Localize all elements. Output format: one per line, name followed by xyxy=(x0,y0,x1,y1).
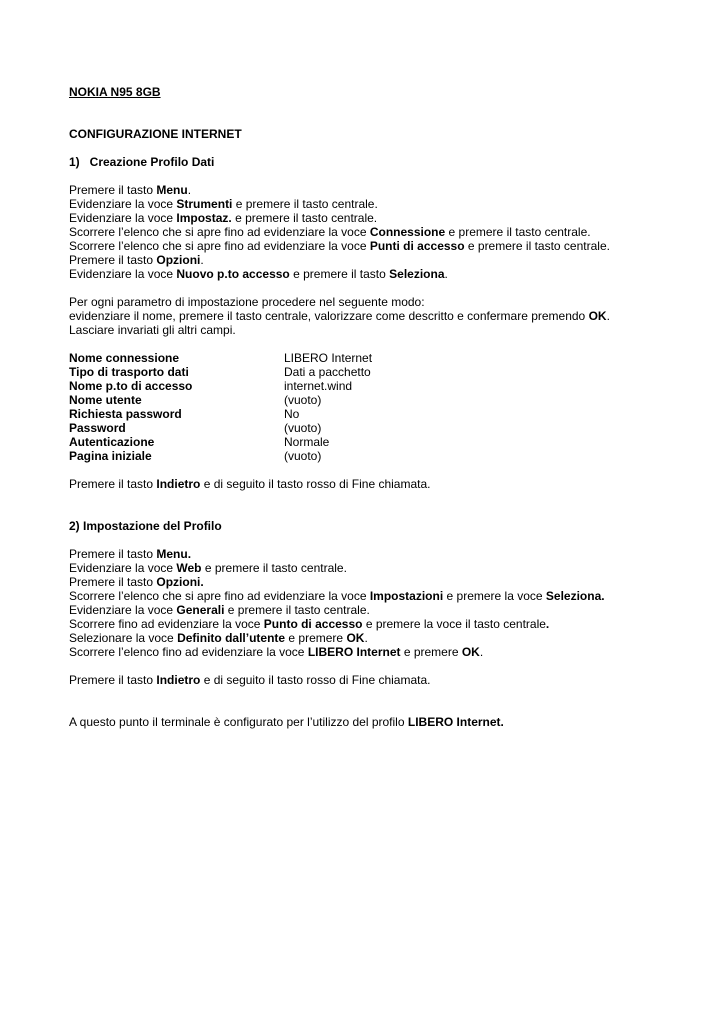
parameter-name: Autenticazione xyxy=(69,435,155,449)
text-line xyxy=(69,589,605,603)
parameter-name: Tipo di trasporto dati xyxy=(69,365,189,379)
bold-term: OK xyxy=(461,645,480,659)
parameter-value: (vuoto) xyxy=(284,449,322,463)
text-line xyxy=(69,197,378,211)
text-line xyxy=(69,603,370,617)
bold-term: Generali xyxy=(176,603,225,617)
parameter-value: LIBERO Internet xyxy=(284,351,373,365)
bold-term: Menu. xyxy=(156,547,192,561)
text-run: e premere il tasto centrale. xyxy=(231,211,378,225)
text-run: evidenziare il nome, premere il tasto centrale, valorizzare come descritto e confermare premendo xyxy=(69,309,589,323)
text-run: Premere il tasto xyxy=(69,183,157,197)
text-run: Evidenziare la voce xyxy=(69,267,177,281)
text-line xyxy=(69,673,431,687)
text-line xyxy=(69,631,368,645)
bold-term: Definito dall’utente xyxy=(177,631,286,645)
text-line xyxy=(69,183,191,197)
text-line xyxy=(69,309,610,323)
bold-term: OK xyxy=(346,631,365,645)
text-line xyxy=(69,323,236,337)
bold-term: Opzioni xyxy=(156,253,201,267)
parameter-name: Nome connessione xyxy=(69,351,180,365)
document-title: NOKIA N95 8GB xyxy=(69,85,161,99)
text-run: Scorrere l’elenco che si apre fino ad evidenziare la voce xyxy=(69,225,370,239)
text-run: e di seguito il tasto rosso di Fine chiamata. xyxy=(200,477,431,491)
text-line xyxy=(69,547,191,561)
text-run: Lasciare invariati gli altri campi. xyxy=(69,323,236,337)
text-run: Premere il tasto xyxy=(69,253,157,267)
parameter-value: Dati a pacchetto xyxy=(284,365,371,379)
text-line xyxy=(69,253,204,267)
parameter-value: No xyxy=(284,407,300,421)
text-line xyxy=(69,295,425,309)
bold-term: Opzioni. xyxy=(156,575,204,589)
bold-term: Connessione xyxy=(369,225,446,239)
text-run: e premere il tasto centrale. xyxy=(201,561,347,575)
bold-term: Punti di accesso xyxy=(369,239,465,253)
text-run: Scorrere l’elenco fino ad evidenziare la voce xyxy=(69,645,308,659)
parameter-name: Nome utente xyxy=(69,393,142,407)
text-run: Evidenziare la voce xyxy=(69,211,177,225)
parameter-value: (vuoto) xyxy=(284,393,322,407)
text-run: Scorrere l’elenco che si apre fino ad evidenziare la voce xyxy=(69,589,370,603)
text-run: e premere il tasto centrale. xyxy=(445,225,591,239)
text-line xyxy=(69,715,504,729)
text-run: e premere la voce il tasto centrale xyxy=(362,617,546,631)
part2-heading: 2) Impostazione del Profilo xyxy=(69,519,222,533)
bold-term: Menu xyxy=(156,183,188,197)
text-run: Premere il tasto xyxy=(69,673,157,687)
text-run: Scorrere l’elenco che si apre fino ad evidenziare la voce xyxy=(69,239,370,253)
text-run: Premere il tasto xyxy=(69,575,157,589)
bold-term: LIBERO Internet xyxy=(307,645,401,659)
bold-term: Strumenti xyxy=(176,197,233,211)
bold-term: Impostazioni xyxy=(369,589,444,603)
text-line xyxy=(69,645,483,659)
text-run: Premere il tasto xyxy=(69,477,157,491)
section-heading: CONFIGURAZIONE INTERNET xyxy=(69,127,242,141)
text-run: . xyxy=(479,645,484,659)
parameter-name: Pagina iniziale xyxy=(69,449,152,463)
text-run: e premere il tasto xyxy=(289,267,390,281)
text-run: e premere il tasto centrale. xyxy=(464,239,610,253)
text-run: Evidenziare la voce xyxy=(69,603,177,617)
parameter-name: Nome p.to di accesso xyxy=(69,379,193,393)
bold-term: Punto di accesso xyxy=(263,617,363,631)
text-run: . xyxy=(187,183,192,197)
text-line xyxy=(69,617,549,631)
parameter-value: (vuoto) xyxy=(284,421,322,435)
text-run: . xyxy=(606,309,610,323)
bold-term: Indietro xyxy=(156,477,201,491)
bold-term: LIBERO Internet. xyxy=(407,715,504,729)
bold-term: Impostaz. xyxy=(176,211,232,225)
text-run: e premere il tasto centrale. xyxy=(224,603,370,617)
text-line xyxy=(69,561,347,575)
text-run: Evidenziare la voce xyxy=(69,197,177,211)
bold-term: OK xyxy=(588,309,607,323)
text-run: e premere xyxy=(285,631,347,645)
text-line xyxy=(69,477,431,491)
text-line xyxy=(69,575,204,589)
bold-term: Nuovo p.to accesso xyxy=(176,267,290,281)
bold-term: Indietro xyxy=(156,673,201,687)
text-run: A questo punto il terminale è configurato per l’utilizzo del profilo xyxy=(69,715,408,729)
parameter-name: Password xyxy=(69,421,126,435)
text-run: e premere xyxy=(400,645,462,659)
text-run: e di seguito il tasto rosso di Fine chiamata. xyxy=(200,673,431,687)
parameter-name: Richiesta password xyxy=(69,407,182,421)
text-run: . xyxy=(364,631,368,645)
text-run: Premere il tasto xyxy=(69,547,157,561)
text-run: . xyxy=(200,253,204,267)
text-line xyxy=(69,267,448,281)
text-run: . xyxy=(444,267,448,281)
parameter-value: Normale xyxy=(284,435,330,449)
text-line xyxy=(69,239,610,253)
part1-heading: 1) Creazione Profilo Dati xyxy=(69,155,215,169)
text-run: Scorrere fino ad evidenziare la voce xyxy=(69,617,264,631)
bold-term: Seleziona xyxy=(389,267,445,281)
text-run: e premere il tasto centrale. xyxy=(232,197,378,211)
text-run: Evidenziare la voce xyxy=(69,561,177,575)
bold-term: Seleziona. xyxy=(545,589,605,603)
bold-term: Web xyxy=(176,561,202,575)
text-line xyxy=(69,225,591,239)
text-line xyxy=(69,211,377,225)
text-run: e premere la voce xyxy=(443,589,546,603)
bold-term: . xyxy=(545,617,550,631)
text-run: Per ogni parametro di impostazione procedere nel seguente modo: xyxy=(69,295,425,309)
text-run: Selezionare la voce xyxy=(69,631,178,645)
parameter-value: internet.wind xyxy=(284,379,353,393)
